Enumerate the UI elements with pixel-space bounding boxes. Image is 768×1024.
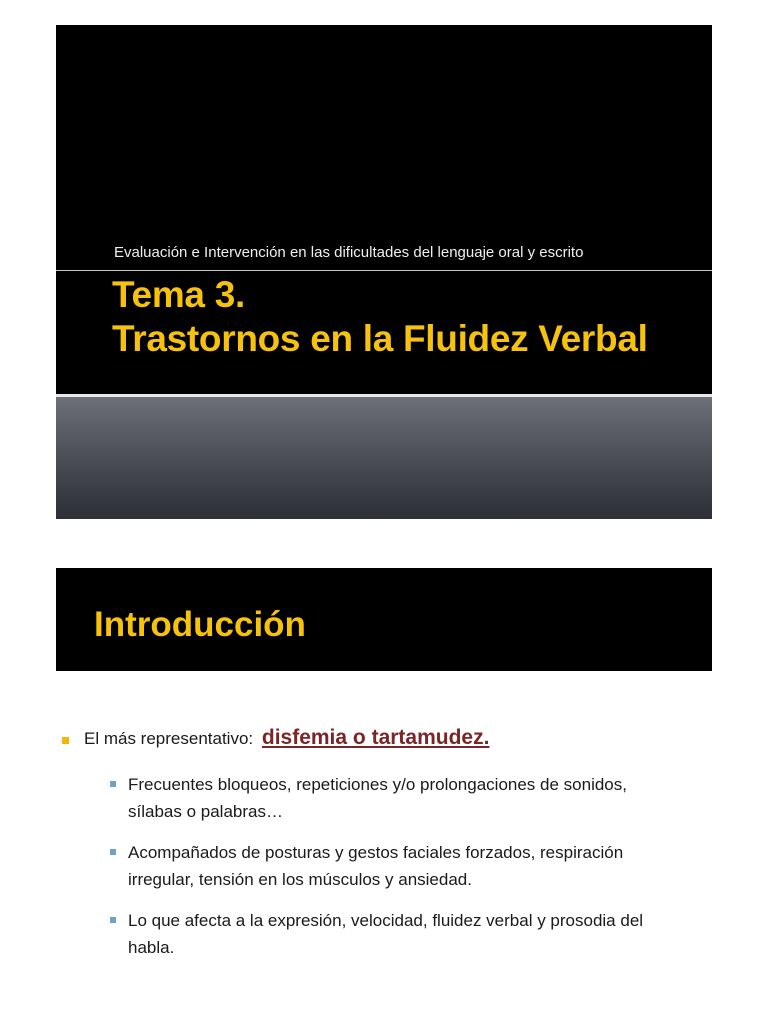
square-bullet-icon	[110, 849, 116, 855]
sub-bullet-2	[128, 839, 658, 893]
slide-title-line-2: Trastornos en la Fluidez Verbal	[112, 318, 648, 359]
sub-bullet-text: Frecuentes bloqueos, repeticiones y/o prolongaciones de sonidos, sílabas o palabras…	[128, 775, 627, 821]
course-subtitle: Evaluación e Intervención en las dificultades del lenguaje oral y escrito	[114, 244, 584, 261]
main-bullet	[84, 726, 489, 750]
highlighted-term-link[interactable]: disfemia o tartamudez.	[261, 726, 490, 749]
slide-title	[112, 273, 708, 361]
title-divider	[56, 270, 712, 271]
sub-bullet-text: Acompañados de posturas y gestos faciales forzados, respiración irregular, tensión en los músculos y ansiedad.	[128, 843, 624, 889]
section-header	[56, 568, 712, 671]
section-title: Introducción	[94, 605, 306, 644]
decorative-gradient-band	[56, 397, 712, 519]
sub-bullet-1	[128, 771, 658, 825]
sub-bullet-3	[128, 907, 658, 961]
square-bullet-icon	[62, 737, 69, 744]
title-slide	[56, 25, 712, 519]
slide-title-line-1: Tema 3.	[112, 274, 245, 315]
main-bullet-text: El más representativo:	[84, 729, 254, 748]
square-bullet-icon	[110, 917, 116, 923]
square-bullet-icon	[110, 781, 116, 787]
sub-bullet-text: Lo que afecta a la expresión, velocidad, fluidez verbal y prosodia del habla.	[128, 911, 644, 957]
